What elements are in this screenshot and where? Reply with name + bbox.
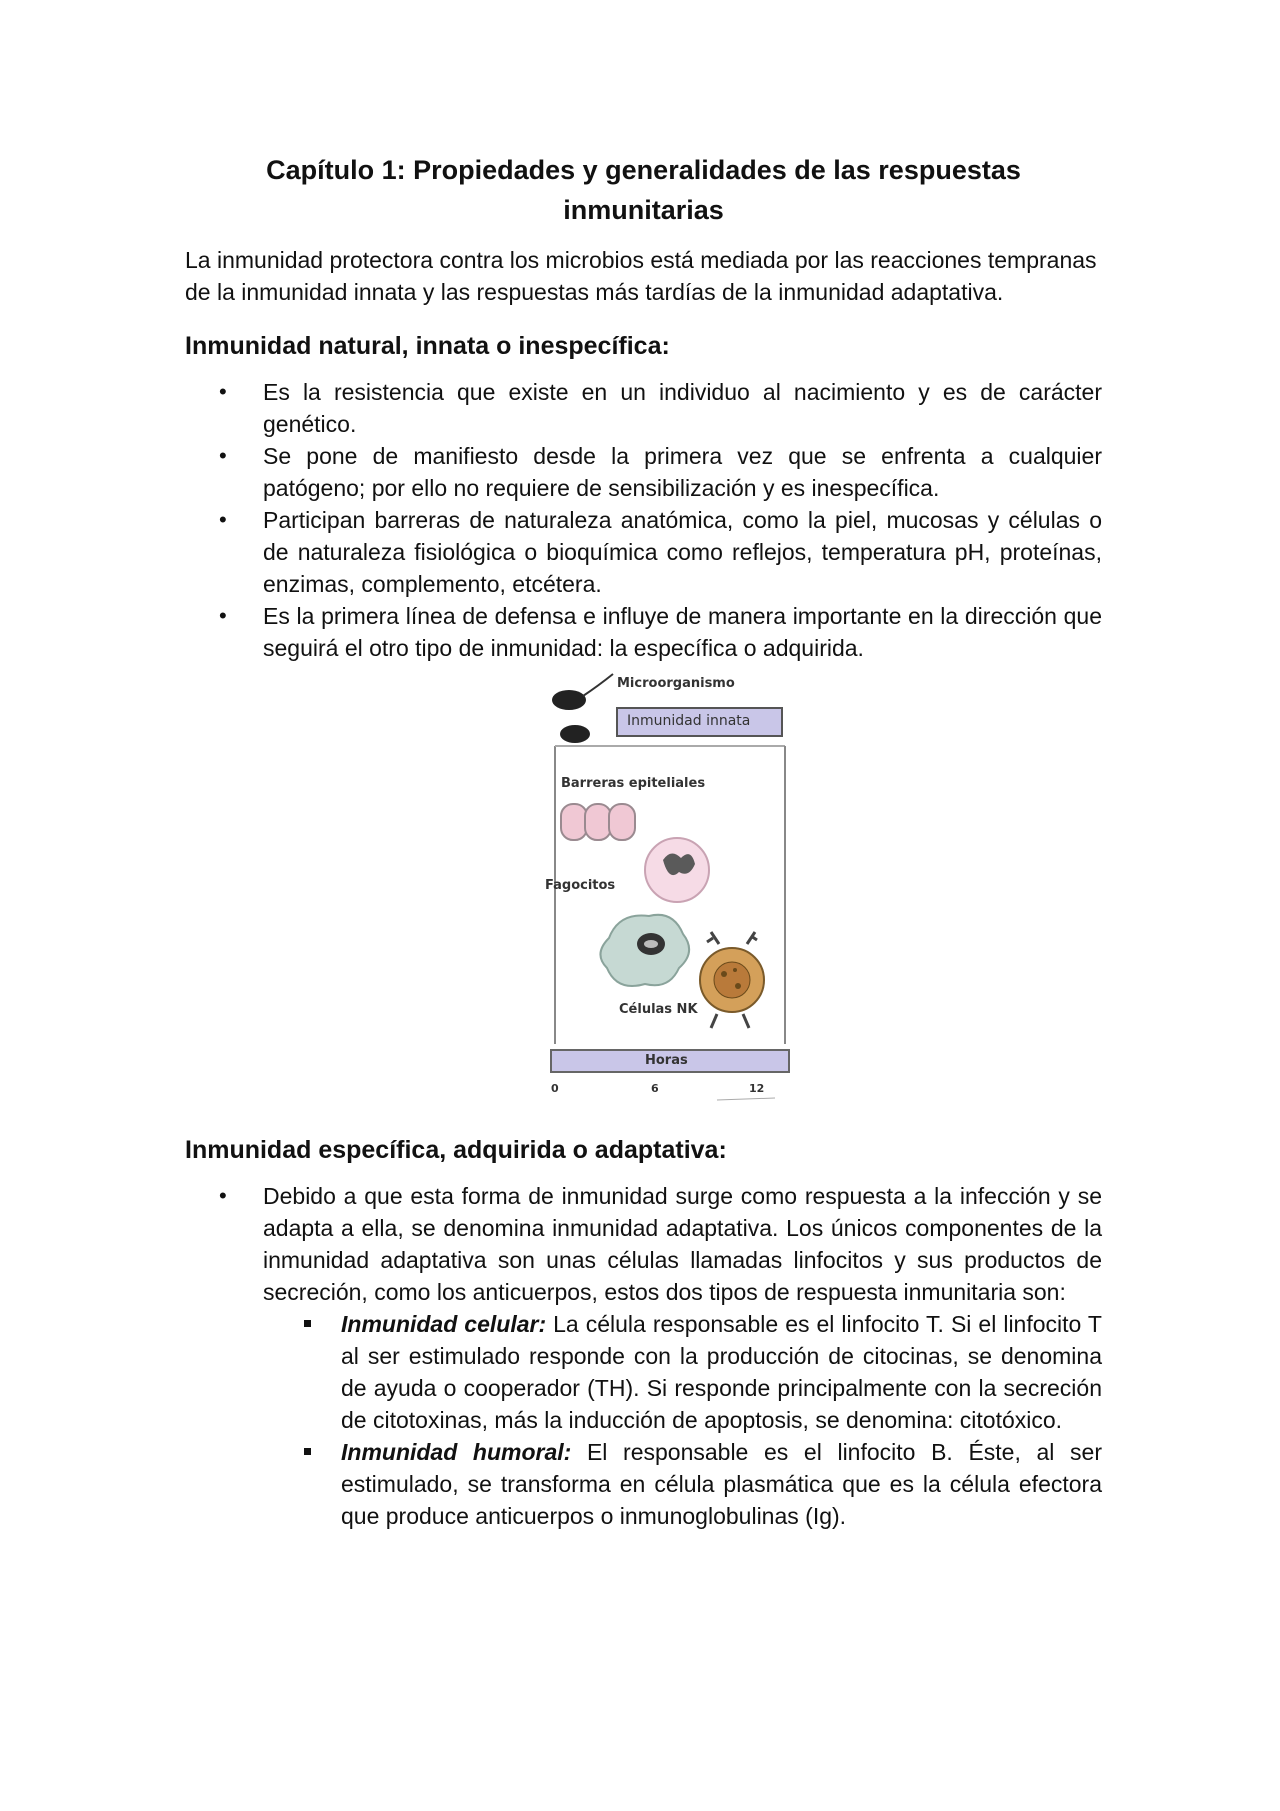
intro-paragraph: La inmunidad protectora contra los microbios está mediada por las reacciones tempranas de la inmunidad innata y las respuestas más tardías de la inmunidad adaptativa. (185, 247, 1097, 305)
hours-tick-12: 12 (749, 1082, 765, 1095)
section-heading-adaptive: Inmunidad específica, adquirida o adaptativa: (185, 1136, 727, 1164)
list-item (263, 1180, 1102, 1532)
page-title: Capítulo 1: Propiedades y generalidades de las respuestas inmunitarias (266, 155, 1021, 225)
sub-list-item-cellular (341, 1308, 1102, 1436)
hours-tick-6: 6 (651, 1082, 659, 1095)
nk-cells-label: Células NK (619, 1002, 698, 1017)
hours-tick-0: 0 (551, 1082, 559, 1095)
text-cellular: La célula responsable es el linfocito T. Si el linfocito T al ser estimulado responde con la producción de citocinas, se denomina de ayuda o cooperador (TH). Si responde principalmente con la secreción de citotoxinas, más la inducción de apoptosis, se denomina: citotóxico. (341, 1311, 1102, 1433)
term-cellular: Inmunidad celular: (341, 1311, 547, 1337)
microorganism-label: Microorganismo (617, 676, 735, 691)
nk-cell-icon (700, 932, 764, 1028)
list-item: • Se pone de manifiesto desde la primera vez que se enfrenta a cualquier patógeno; por ello no requiere de sensibilización y es inespecífica. (263, 440, 1102, 504)
term-humoral: Inmunidad humoral: (341, 1439, 572, 1465)
sub-list-item-humoral (341, 1436, 1102, 1532)
epithelial-cells-icon (561, 804, 635, 840)
innate-bar-label: Inmunidad innata (627, 713, 751, 729)
adaptive-bullet-text: Debido a que esta forma de inmunidad surge como respuesta a la infección y se adapta a ella, se denomina inmunidad adaptativa. Los únicos componentes de la inmunidad adaptativa son unas células llamadas linfocitos y sus productos de secreción, como los anticuerpos, estos dos tipos de respuesta inmunitaria son: (263, 1183, 1102, 1305)
text-humoral: El responsable es el linfocito B. Éste, al ser estimulado, se transforma en célula plasmática que es la célula efectora que produce anticuerpos o inmunoglobulinas (Ig). (341, 1439, 1102, 1529)
phagocytes-label: Fagocitos (545, 878, 616, 893)
document-page (185, 150, 1102, 1532)
hours-label: Horas (645, 1053, 688, 1068)
phagocyte-macrophage-icon (600, 915, 689, 986)
innate-immunity-figure (537, 668, 797, 1108)
list-item: • Es la primera línea de defensa e influye de manera importante en la dirección que seguirá el otro tipo de inmunidad: la específica o adquirida. (263, 600, 1102, 664)
adaptive-sub-list (263, 1308, 1102, 1532)
barriers-label: Barreras epiteliales (561, 776, 706, 791)
list-item: • Participan barreras de naturaleza anatómica, como la piel, mucosas y células o de naturaleza fisiológica o bioquímica como reflejos, temperatura pH, proteínas, enzimas, complemento, etcétera. (263, 504, 1102, 600)
section-heading-innate: Inmunidad natural, innata o inespecífica: (185, 332, 670, 360)
microorganism-icon (552, 674, 613, 743)
innate-bullet-list (185, 376, 1102, 664)
phagocyte-neutrophil-icon (645, 838, 709, 902)
adaptive-bullet-list (185, 1180, 1102, 1532)
list-item: • Es la resistencia que existe en un individuo al nacimiento y es de carácter genético. (263, 376, 1102, 440)
